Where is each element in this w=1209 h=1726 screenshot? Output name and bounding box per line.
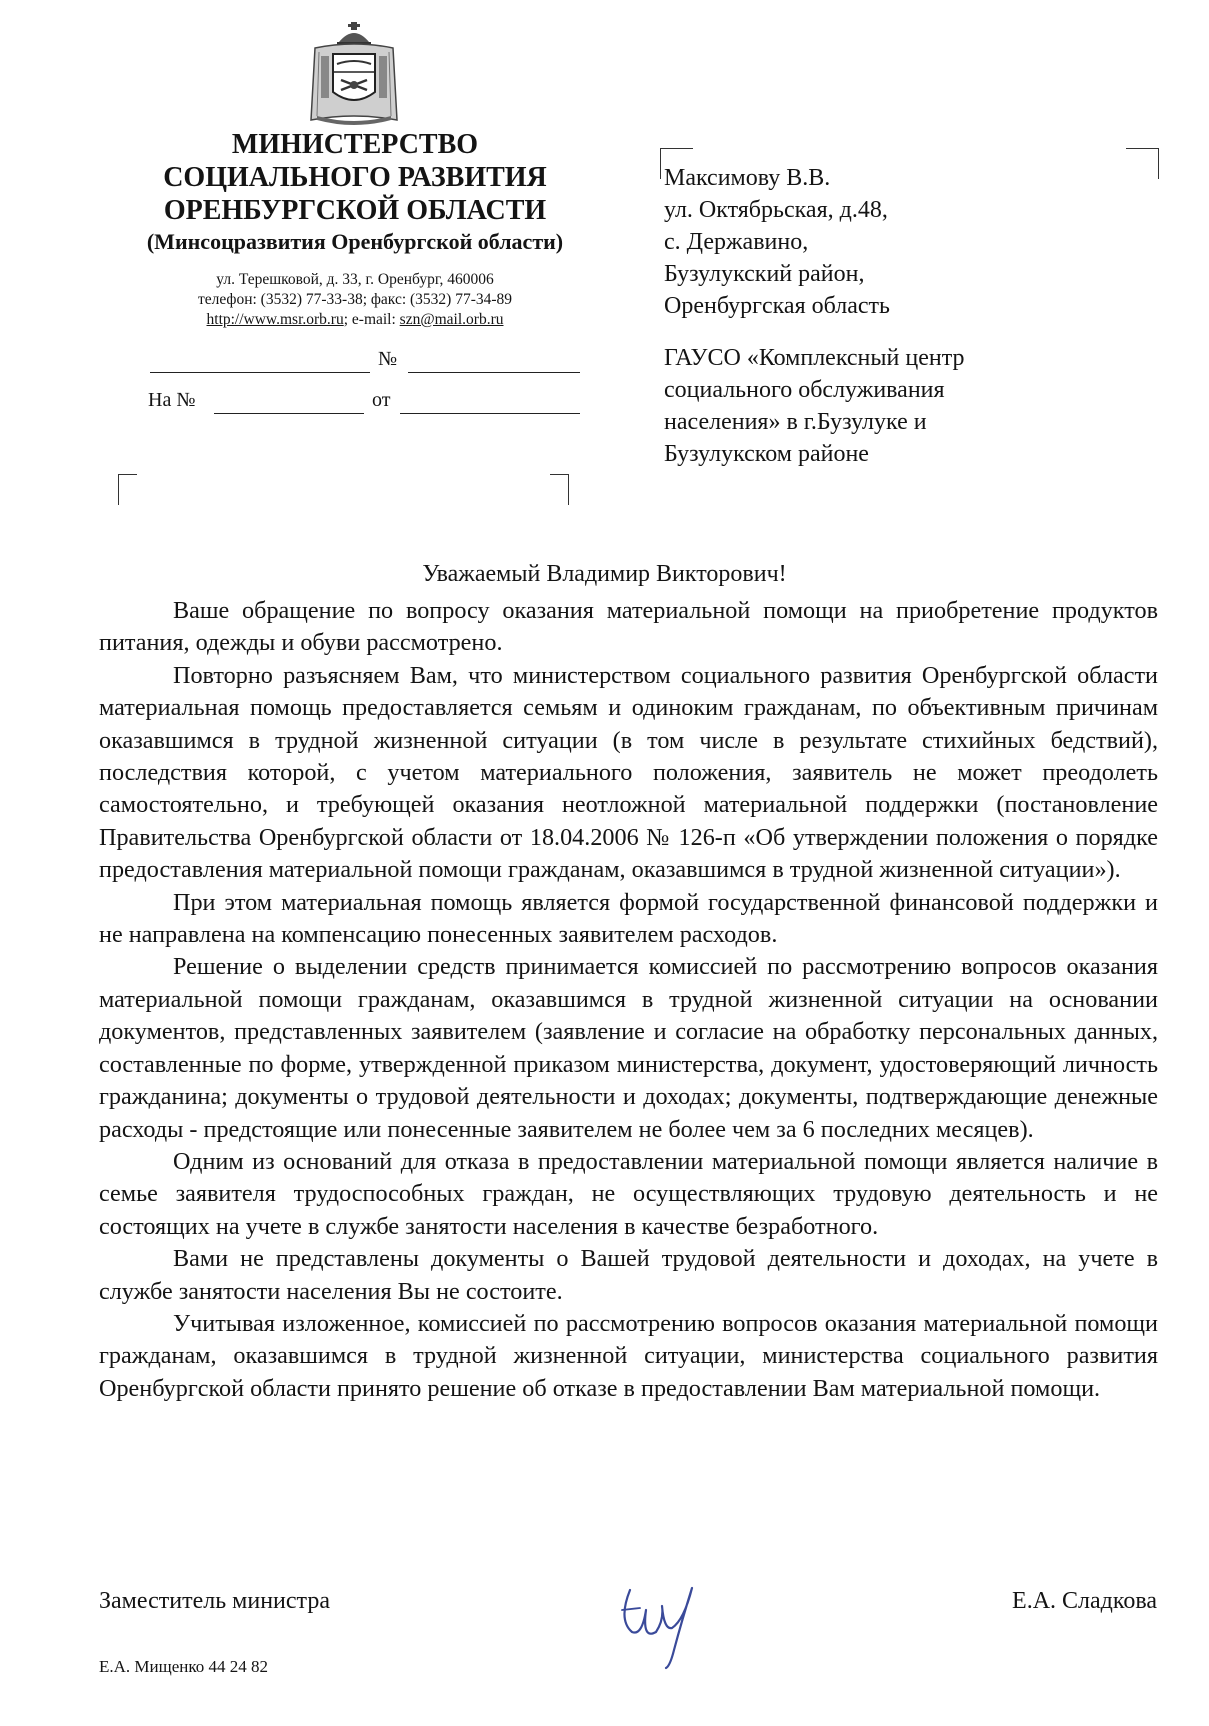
- recipient-street: ул. Октябрьская, д.48,: [664, 197, 888, 223]
- from-date-blank: [400, 413, 580, 414]
- corner-mark: [550, 474, 569, 505]
- letter-body: [99, 595, 1158, 1405]
- ministry-web-email: [130, 310, 580, 330]
- coat-of-arms-emblem: [307, 20, 401, 126]
- copy-recipient-line: ГАУСО «Комплексный центр: [664, 345, 965, 371]
- ministry-contacts: [130, 270, 580, 330]
- email-link[interactable]: szn@mail.orb.ru: [399, 311, 504, 328]
- from-label: от: [372, 389, 391, 411]
- recipient-region: Оренбургская область: [664, 293, 890, 319]
- recipient-village: с. Державино,: [664, 229, 809, 255]
- website-link[interactable]: http://www.msr.orb.ru: [206, 311, 344, 328]
- signatory-title: Заместитель министра: [99, 1588, 330, 1614]
- reg-number-sign: №: [378, 348, 398, 370]
- copy-recipient-line: социального обслуживания: [664, 377, 945, 403]
- letter-paragraph: При этом материальная помощь является формой государственной финансовой поддержки и не направлена на компенсацию понесенных заявителем расходов.: [99, 888, 1158, 949]
- ministry-name-line1: МИНИСТЕРСТВО: [231, 129, 479, 160]
- ministry-name-line3: ОРЕНБУРГСКОЙ ОБЛАСТИ: [163, 195, 547, 226]
- letter-paragraph: Ваше обращение по вопросу оказания материальной помощи на приобретение продуктов питания, одежды и обуви рассмотрено.: [99, 597, 1158, 657]
- letter-paragraph: Учитывая изложенное, комиссией по рассмотрению вопросов оказания материальной помощи гражданам, оказавшимся в трудной жизненной ситуации, министерства социального развития Оренбургской области принято решение об отказе в предоставлении Вам материальной помощи.: [99, 1309, 1158, 1402]
- ministry-name: [100, 128, 610, 257]
- ministry-phones: телефон: (3532) 77-33-38; факс: (3532) 77-34-89: [197, 291, 513, 308]
- email-label: ; e-mail:: [343, 311, 400, 328]
- on-number-label: На №: [148, 389, 196, 411]
- executor-contact: Е.А. Мищенко 44 24 82: [99, 1657, 269, 1676]
- letter-paragraph: Повторно разъясняем Вам, что министерством социального развития Оренбургской области материальная помощь предоставляется семьям и одиноким гражданам, по объективным причинам оказавшимся в трудной жизненной ситуации (в том числе в результате стихийных бедствий), последствия которой, с учетом материального положения, заявитель не может преодолеть самостоятельно, и требующей оказания неотложной материальной поддержки (постановление Правительства Оренбургской области от 18.04.2006 № 126-п «Об утверждении положения о порядке предоставления материальной помощи гражданам, оказавшимся в трудной жизненной ситуации»).: [99, 661, 1158, 884]
- ministry-name-line2: СОЦИАЛЬНОГО РАЗВИТИЯ: [163, 162, 547, 193]
- corner-mark: [118, 474, 137, 505]
- letter-paragraph: Одним из оснований для отказа в предоставлении материальной помощи является наличие в семье заявителя трудоспособных граждан, не осуществляющих трудовую деятельность и не состоящих на учете в службе занятости населения в качестве безработного.: [99, 1147, 1158, 1240]
- on-number-blank: [214, 413, 364, 414]
- recipient-block: [664, 162, 1184, 470]
- ministry-address: ул. Терешковой, д. 33, г. Оренбург, 460006: [216, 271, 494, 288]
- reg-number-blank: [408, 372, 580, 373]
- letter-paragraph: Вами не представлены документы о Вашей трудовой деятельности и доходах, на учете в службе занятости населения Вы не состоите.: [99, 1245, 1158, 1305]
- copy-recipient-line: населения» в г.Бузулуке и: [664, 409, 927, 435]
- reg-date-blank: [150, 372, 370, 373]
- copy-recipient-line: Бузулукском районе: [664, 441, 869, 467]
- recipient-district: Бузулукский район,: [664, 261, 865, 287]
- letter-greeting: Уважаемый Владимир Викторович!: [422, 561, 787, 587]
- handwritten-signature: [612, 1570, 712, 1670]
- ministry-short-name: (Минсоцразвития Оренбургской области): [146, 229, 564, 254]
- letter-paragraph: Решение о выделении средств принимается комиссией по рассмотрению вопросов оказания материальной помощи гражданам, оказавшимся в трудной жизненной ситуации на основании документов, представленных заявителем (заявление и согласие на обработку персональных данных, составленные по форме, утвержденной приказом министерства, документ, удостоверяющий личность гражданина; документы о трудовой деятельности и доходах; документы, подтверждающие денежные расходы - предстоящие или понесенные заявителем не более чем за 6 последних месяцев).: [99, 953, 1158, 1143]
- recipient-name: Максимову В.В.: [664, 165, 831, 191]
- signatory-name: Е.А. Сладкова: [1012, 1588, 1157, 1614]
